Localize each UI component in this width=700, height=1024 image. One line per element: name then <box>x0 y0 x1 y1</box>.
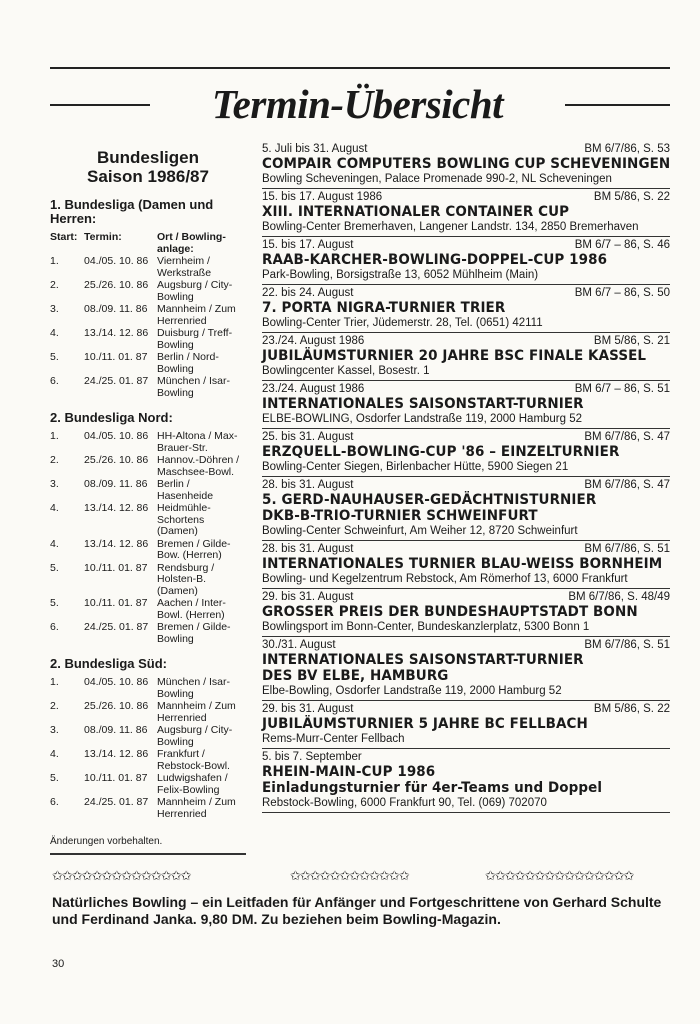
event-title: 7. PORTA NIGRA-TURNIER TRIER <box>262 300 506 316</box>
start-cell: 4. <box>50 748 59 760</box>
event-header <box>262 190 670 204</box>
start-cell: 5. <box>50 351 59 363</box>
table-row <box>50 304 246 327</box>
event-reference: BM 6/7/86, S. 53 <box>584 143 670 155</box>
date-cell: 10./11. 01. 87 <box>84 351 148 363</box>
event-date: 30./31. August <box>262 639 336 651</box>
venue-cell: Heidmühle-Schortens (Damen) <box>157 502 211 537</box>
event-date: 15. bis 17. August 1986 <box>262 191 383 203</box>
event-header <box>262 542 670 556</box>
start-cell: 3. <box>50 724 59 736</box>
event-reference: BM 5/86, S. 21 <box>593 335 670 347</box>
event-reference: BM 6/7 – 86, S. 51 <box>574 383 670 395</box>
event-header <box>262 430 670 444</box>
event-entry <box>262 637 670 701</box>
venue-cell: Berlin / Hasenheide <box>157 478 214 502</box>
event-address: Bowling Scheveningen, Palace Promenade 990-2, NL Scheveningen <box>262 173 612 185</box>
event-title: RHEIN-MAIN-CUP 1986 <box>262 764 436 780</box>
event-date: 28. bis 31. August <box>262 479 354 491</box>
venue-cell: HH-Altona / Max-Brauer-Str. <box>157 430 238 454</box>
event-entry <box>262 541 670 589</box>
book-advert: Natürliches Bowling – ein Leitfaden für Anfänger und Fortgeschrittene von Gerhard Schulte und Ferdinand Janka. 9,80 DM. Zu beziehen beim Bowling-Magazin. <box>52 894 662 927</box>
start-cell: 3. <box>50 303 59 315</box>
event-title: DES BV ELBE, HAMBURG <box>262 668 449 684</box>
event-reference: BM 5/86, S. 22 <box>593 703 670 715</box>
event-title: INTERNATIONALES TURNIER BLAU-WEISS BORNHEIM <box>262 556 663 572</box>
event-header <box>262 238 670 252</box>
event-entry <box>262 701 670 749</box>
start-cell: 5. <box>50 772 59 784</box>
changes-note: Änderungen vorbehalten. <box>50 836 246 855</box>
start-cell: 1. <box>50 255 59 267</box>
start-cell: 4. <box>50 327 59 339</box>
venue-cell: Mannheim / Zum Herrenried <box>157 796 236 820</box>
title-rule-right <box>565 104 670 106</box>
start-cell: 1. <box>50 430 59 442</box>
season-heading: Saison 1986/87 <box>87 167 209 186</box>
event-date: 23./24. August 1986 <box>262 383 365 395</box>
schedule-table <box>50 431 246 645</box>
date-cell: 24./25. 01. 87 <box>84 621 149 633</box>
event-date: 29. bis 31. August <box>262 703 354 715</box>
start-cell: 2. <box>50 454 59 466</box>
date-cell: 08./09. 11. 86 <box>84 724 148 736</box>
event-entry <box>262 141 670 189</box>
event-reference: BM 6/7/86, S. 47 <box>584 431 670 443</box>
table-row <box>50 376 246 399</box>
event-reference: BM 6/7/86, S. 47 <box>584 479 670 491</box>
star-divider-center: ✩✩✩✩✩✩✩✩✩✩✩✩ <box>290 868 409 883</box>
table-row <box>50 479 246 502</box>
section-title: 2. Bundesliga Nord: <box>50 410 173 425</box>
event-title: INTERNATIONALES SAISONSTART-TURNIER <box>262 396 584 412</box>
table-row <box>50 328 246 351</box>
event-entry <box>262 589 670 637</box>
venue-cell: Rendsburg / Holsten-B. (Damen) <box>157 561 215 597</box>
event-title: ERZQUELL-BOWLING-CUP '86 – EINZELTURNIER <box>262 444 620 460</box>
event-date: 5. Juli bis 31. August <box>262 143 368 155</box>
event-address: ELBE-BOWLING, Osdorfer Landstraße 119, 2000 Hamburg 52 <box>262 413 583 425</box>
date-cell: 24./25. 01. 87 <box>84 375 149 387</box>
start-cell: 4. <box>50 502 59 514</box>
event-title: XIII. INTERNATIONALER CONTAINER CUP <box>262 204 570 220</box>
event-address: Rebstock-Bowling, 6000 Frankfurt 90, Tel. (069) 702070 <box>262 797 547 809</box>
header-cell: Termin: <box>84 231 122 243</box>
page-title: Termin-Übersicht <box>211 81 504 127</box>
event-reference: BM 5/86, S. 22 <box>593 191 670 203</box>
start-cell: 6. <box>50 375 59 387</box>
event-address: Bowling-Center Siegen, Birlenbacher Hütte, 5900 Siegen 21 <box>262 461 569 473</box>
event-title: 5. GERD-NAUHAUSER-GEDÄCHTNISTURNIER <box>262 492 597 508</box>
event-header <box>262 286 670 300</box>
event-address: Bowling-Center Bremerhaven, Langener Landstr. 134, 2850 Bremerhaven <box>262 221 639 233</box>
start-cell: 6. <box>50 796 59 808</box>
event-title: GROSSER PREIS DER BUNDESHAUPTSTADT BONN <box>262 604 638 620</box>
start-cell: 2. <box>50 279 59 291</box>
date-cell: 13./14. 12. 86 <box>84 327 149 339</box>
start-cell: 6. <box>50 621 59 633</box>
event-title: JUBILÄUMSTURNIER 20 JAHRE BSC FINALE KASSEL <box>262 348 647 364</box>
start-cell: 5. <box>50 561 59 574</box>
event-address: Elbe-Bowling, Osdorfer Landstraße 119, 2000 Hamburg 52 <box>262 685 562 697</box>
event-date: 29. bis 31. August <box>262 591 354 603</box>
date-cell: 10./11. 01. 87 <box>84 772 148 784</box>
event-reference: BM 6/7/86, S. 51 <box>584 543 670 555</box>
table-row <box>50 797 246 820</box>
venue-cell: Augsburg / City-Bowling <box>157 724 233 748</box>
event-entry <box>262 189 670 237</box>
date-cell: 08./09. 11. 86 <box>84 478 148 490</box>
date-cell: 25./26. 10. 86 <box>84 279 149 291</box>
venue-cell: Bremen / Gilde-Bowling <box>157 621 231 645</box>
event-title: INTERNATIONALES SAISONSTART-TURNIER <box>262 652 584 668</box>
table-row <box>50 256 246 279</box>
venue-cell: Mannheim / Zum Herrenried <box>157 303 236 327</box>
event-header <box>262 590 670 604</box>
section-title: 1. Bundesliga (Damen und Herren: <box>50 197 214 226</box>
event-reference: BM 6/7 – 86, S. 46 <box>574 239 670 251</box>
event-title: COMPAIR COMPUTERS BOWLING CUP SCHEVENINGEN <box>262 156 671 172</box>
event-header <box>262 142 670 156</box>
header-cell: Ort / Bowling-anlage: <box>157 231 226 255</box>
event-header <box>262 334 670 348</box>
date-cell: 25./26. 10. 86 <box>84 454 149 466</box>
schedule-table <box>50 232 246 399</box>
table-row <box>50 563 246 598</box>
start-cell: 2. <box>50 700 59 712</box>
event-date: 25. bis 31. August <box>262 431 354 443</box>
start-cell: 4. <box>50 537 59 550</box>
schedule-table <box>50 677 246 820</box>
section-title: 2. Bundesliga Süd: <box>50 656 168 671</box>
star-divider-right: ✩✩✩✩✩✩✩✩✩✩✩✩✩✩✩ <box>485 868 634 883</box>
event-date: 15. bis 17. August <box>262 239 354 251</box>
title-rule-left <box>50 104 150 106</box>
event-address: Rems-Murr-Center Fellbach <box>262 733 405 745</box>
event-address: Bowling-Center Trier, Jüdemerstr. 28, Tel. (0651) 42111 <box>262 317 543 329</box>
table-row <box>50 749 246 772</box>
table-row <box>50 725 246 748</box>
event-title: Einladungsturnier für 4er-Teams und Doppel <box>262 780 603 796</box>
start-cell: 1. <box>50 676 59 688</box>
event-address: Bowlingcenter Kassel, Bosestr. 1 <box>262 365 430 377</box>
star-divider-left: ✩✩✩✩✩✩✩✩✩✩✩✩✩✩ <box>52 868 191 883</box>
date-cell: 08./09. 11. 86 <box>84 303 148 315</box>
event-entry <box>262 429 670 477</box>
venue-cell: Augsburg / City-Bowling <box>157 279 233 303</box>
date-cell: 10./11. 01. 87 <box>84 597 148 609</box>
table-row <box>50 701 246 724</box>
events-column <box>262 141 670 813</box>
event-entry <box>262 333 670 381</box>
event-address: Bowlingsport im Bonn-Center, Bundeskanzlerplatz, 5300 Bonn 1 <box>262 621 590 633</box>
venue-cell: München / Isar-Bowling <box>157 375 230 399</box>
event-title: DKB-B-TRIO-TURNIER SCHWEINFURT <box>262 508 538 524</box>
venue-cell: Duisburg / Treff-Bowling <box>157 327 233 351</box>
event-reference: BM 6/7 – 86, S. 50 <box>574 287 670 299</box>
event-date: 28. bis 31. August <box>262 543 354 555</box>
page-number: 30 <box>52 958 65 970</box>
date-cell: 10./11. 01. 87 <box>84 561 148 574</box>
event-entry <box>262 477 670 541</box>
event-entry <box>262 285 670 333</box>
event-date: 5. bis 7. September <box>262 751 362 763</box>
event-header <box>262 478 670 492</box>
start-cell: 3. <box>50 478 59 490</box>
event-entry <box>262 749 670 813</box>
table-header <box>50 232 246 255</box>
event-title: RAAB-KARCHER-BOWLING-DOPPEL-CUP 1986 <box>262 252 608 268</box>
bundesligen-heading: Bundesligen <box>96 148 199 167</box>
event-entry <box>262 237 670 285</box>
venue-cell: Viernheim / Werkstraße <box>157 255 212 279</box>
event-address: Bowling-Center Schweinfurt, Am Weiher 12, 8720 Schweinfurt <box>262 525 578 537</box>
event-date: 23./24. August 1986 <box>262 335 365 347</box>
date-cell: 04./05. 10. 86 <box>84 430 149 442</box>
table-row <box>50 773 246 796</box>
date-cell: 04./05. 10. 86 <box>84 676 149 688</box>
table-row <box>50 280 246 303</box>
venue-cell: Frankfurt / Rebstock-Bowl. <box>157 748 230 772</box>
venue-cell: Berlin / Nord-Bowling <box>157 351 219 375</box>
event-title: JUBILÄUMSTURNIER 5 JAHRE BC FELLBACH <box>262 716 588 732</box>
event-header <box>262 638 670 652</box>
date-cell: 13./14. 12. 86 <box>84 537 149 550</box>
venue-cell: Ludwigshafen / Felix-Bowling <box>157 772 228 796</box>
event-address: Bowling- und Kegelzentrum Rebstock, Am Römerhof 13, 6000 Frankfurt <box>262 573 628 585</box>
venue-cell: Aachen / Inter-Bowl. (Herren) <box>157 597 226 621</box>
table-row <box>50 622 246 645</box>
table-row <box>50 539 246 562</box>
event-header <box>262 702 670 716</box>
event-header <box>262 382 670 396</box>
start-cell: 5. <box>50 597 59 609</box>
table-row <box>50 352 246 375</box>
table-row <box>50 455 246 478</box>
table-row <box>50 503 246 538</box>
venue-cell: Hannov.-Döhren / Maschsee-Bowl. <box>157 454 240 478</box>
event-reference: BM 6/7/86, S. 51 <box>584 639 670 651</box>
venue-cell: München / Isar-Bowling <box>157 676 230 700</box>
event-date: 22. bis 24. August <box>262 287 354 299</box>
table-row <box>50 598 246 621</box>
bundesliga-column <box>50 148 246 855</box>
table-row <box>50 677 246 700</box>
header-cell: Start: <box>50 231 78 243</box>
top-rule <box>50 67 670 69</box>
venue-cell: Mannheim / Zum Herrenried <box>157 700 236 724</box>
date-cell: 13./14. 12. 86 <box>84 502 149 514</box>
event-entry <box>262 381 670 429</box>
event-header <box>262 750 670 764</box>
event-reference: BM 6/7/86, S. 48/49 <box>568 591 670 603</box>
date-cell: 25./26. 10. 86 <box>84 700 149 712</box>
venue-cell: Bremen / Gilde-Bow. (Herren) <box>157 537 231 561</box>
table-row <box>50 431 246 454</box>
event-address: Park-Bowling, Borsigstraße 13, 6052 Mühlheim (Main) <box>262 269 539 281</box>
date-cell: 24./25. 01. 87 <box>84 796 149 808</box>
date-cell: 04./05. 10. 86 <box>84 255 149 267</box>
date-cell: 13./14. 12. 86 <box>84 748 149 760</box>
